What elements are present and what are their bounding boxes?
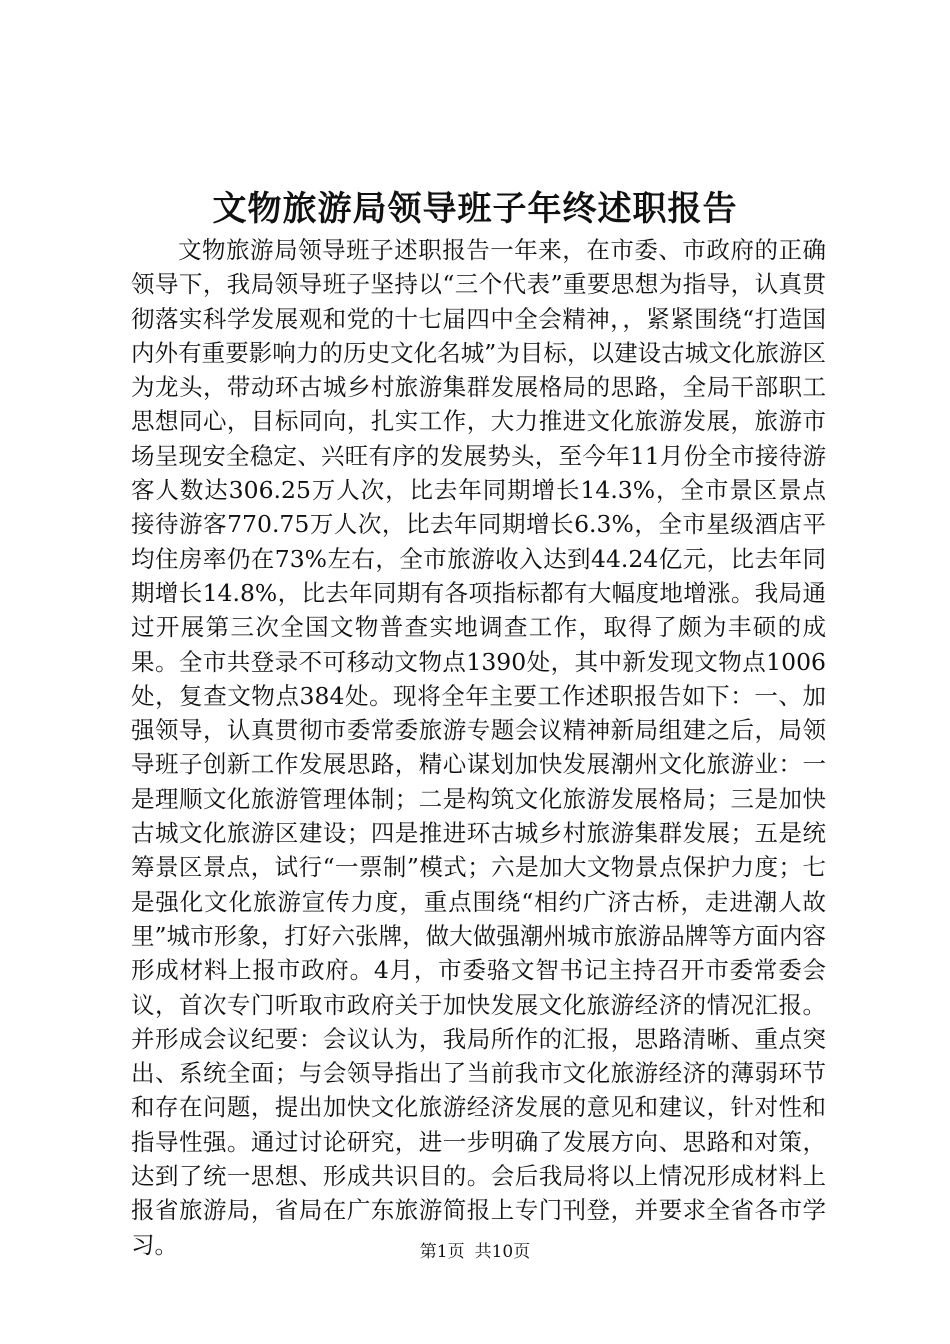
page-footer [0, 1240, 950, 1264]
document-body-paragraph: 文物旅游局领导班子述职报告一年来，在市委、市政府的正确领导下，我局领导班子坚持以“三个代表”重要思想为指导，认真贯彻落实科学发展观和党的十七届四中全会精神，，紧紧围绕“打造国内外有重要影响力的历史文化名城”为目标，以建设古城文化旅游区为龙头，带动环古城乡村旅游集群发展格局的思路，全局干部职工思想同心，目标同向，扎实工作，大力推进文化旅游发展，旅游市场呈现安全稳定、兴旺有序的发展势头，至今年11月份全市接待游客人数达306.25万人次，比去年同期增长14.3%，全市景区景点接待游客770.75万人次，比去年同期增长6.3%，全市星级酒店平均住房率仍在73%左右，全市旅游收入达到44.24亿元，比去年同期增长14.8%，比去年同期有各项指标都有大幅度地增涨。我局通过开展第三次全国文物普查实地调查工作，取得了颇为丰硕的成果。全市共登录不可移动文物点1390处，其中新发现文物点1006处，复查文物点384处。现将全年主要工作述职报告如下：一、加强领导，认真贯彻市委常委旅游专题会议精神新局组建之后，局领导班子创新工作发展思路，精心谋划加快发展潮州文化旅游业：一是理顺文化旅游管理体制；二是构筑文化旅游发展格局；三是加快古城文化旅游区建设；四是推进环古城乡村旅游集群发展；五是统筹景区景点，试行“一票制”模式；六是加大文物景点保护力度；七是强化文化旅游宣传力度，重点围绕“相约广济古桥，走进潮人故里”城市形象，打好六张牌，做大做强潮州城市旅游品牌等方面内容形成材料上报市政府。4月，市委骆文智书记主持召开市委常委会议，首次专门听取市政府关于加快发展文化旅游经济的情况汇报。并形成会议纪要：会议认为，我局所作的汇报，思路清晰、重点突出、系统全面；与会领导指出了当前我市文化旅游经济的薄弱环节和存在问题，提出加快文化旅游经济发展的意见和建议，针对性和指导性强。通过讨论研究，进一步明确了发展方向、思路和对策，达到了统一思想、形成共识目的。会后我局将以上情况形成材料上报省旅游局，省局在广东旅游简报上专门刊登，并要求全省各市学习。 [131, 236, 826, 1259]
page-number-current: 第1页 [419, 1242, 465, 1262]
page-number-total: 共10页 [474, 1242, 531, 1262]
document-title: 文物旅游局领导班子年终述职报告 [212, 189, 738, 229]
